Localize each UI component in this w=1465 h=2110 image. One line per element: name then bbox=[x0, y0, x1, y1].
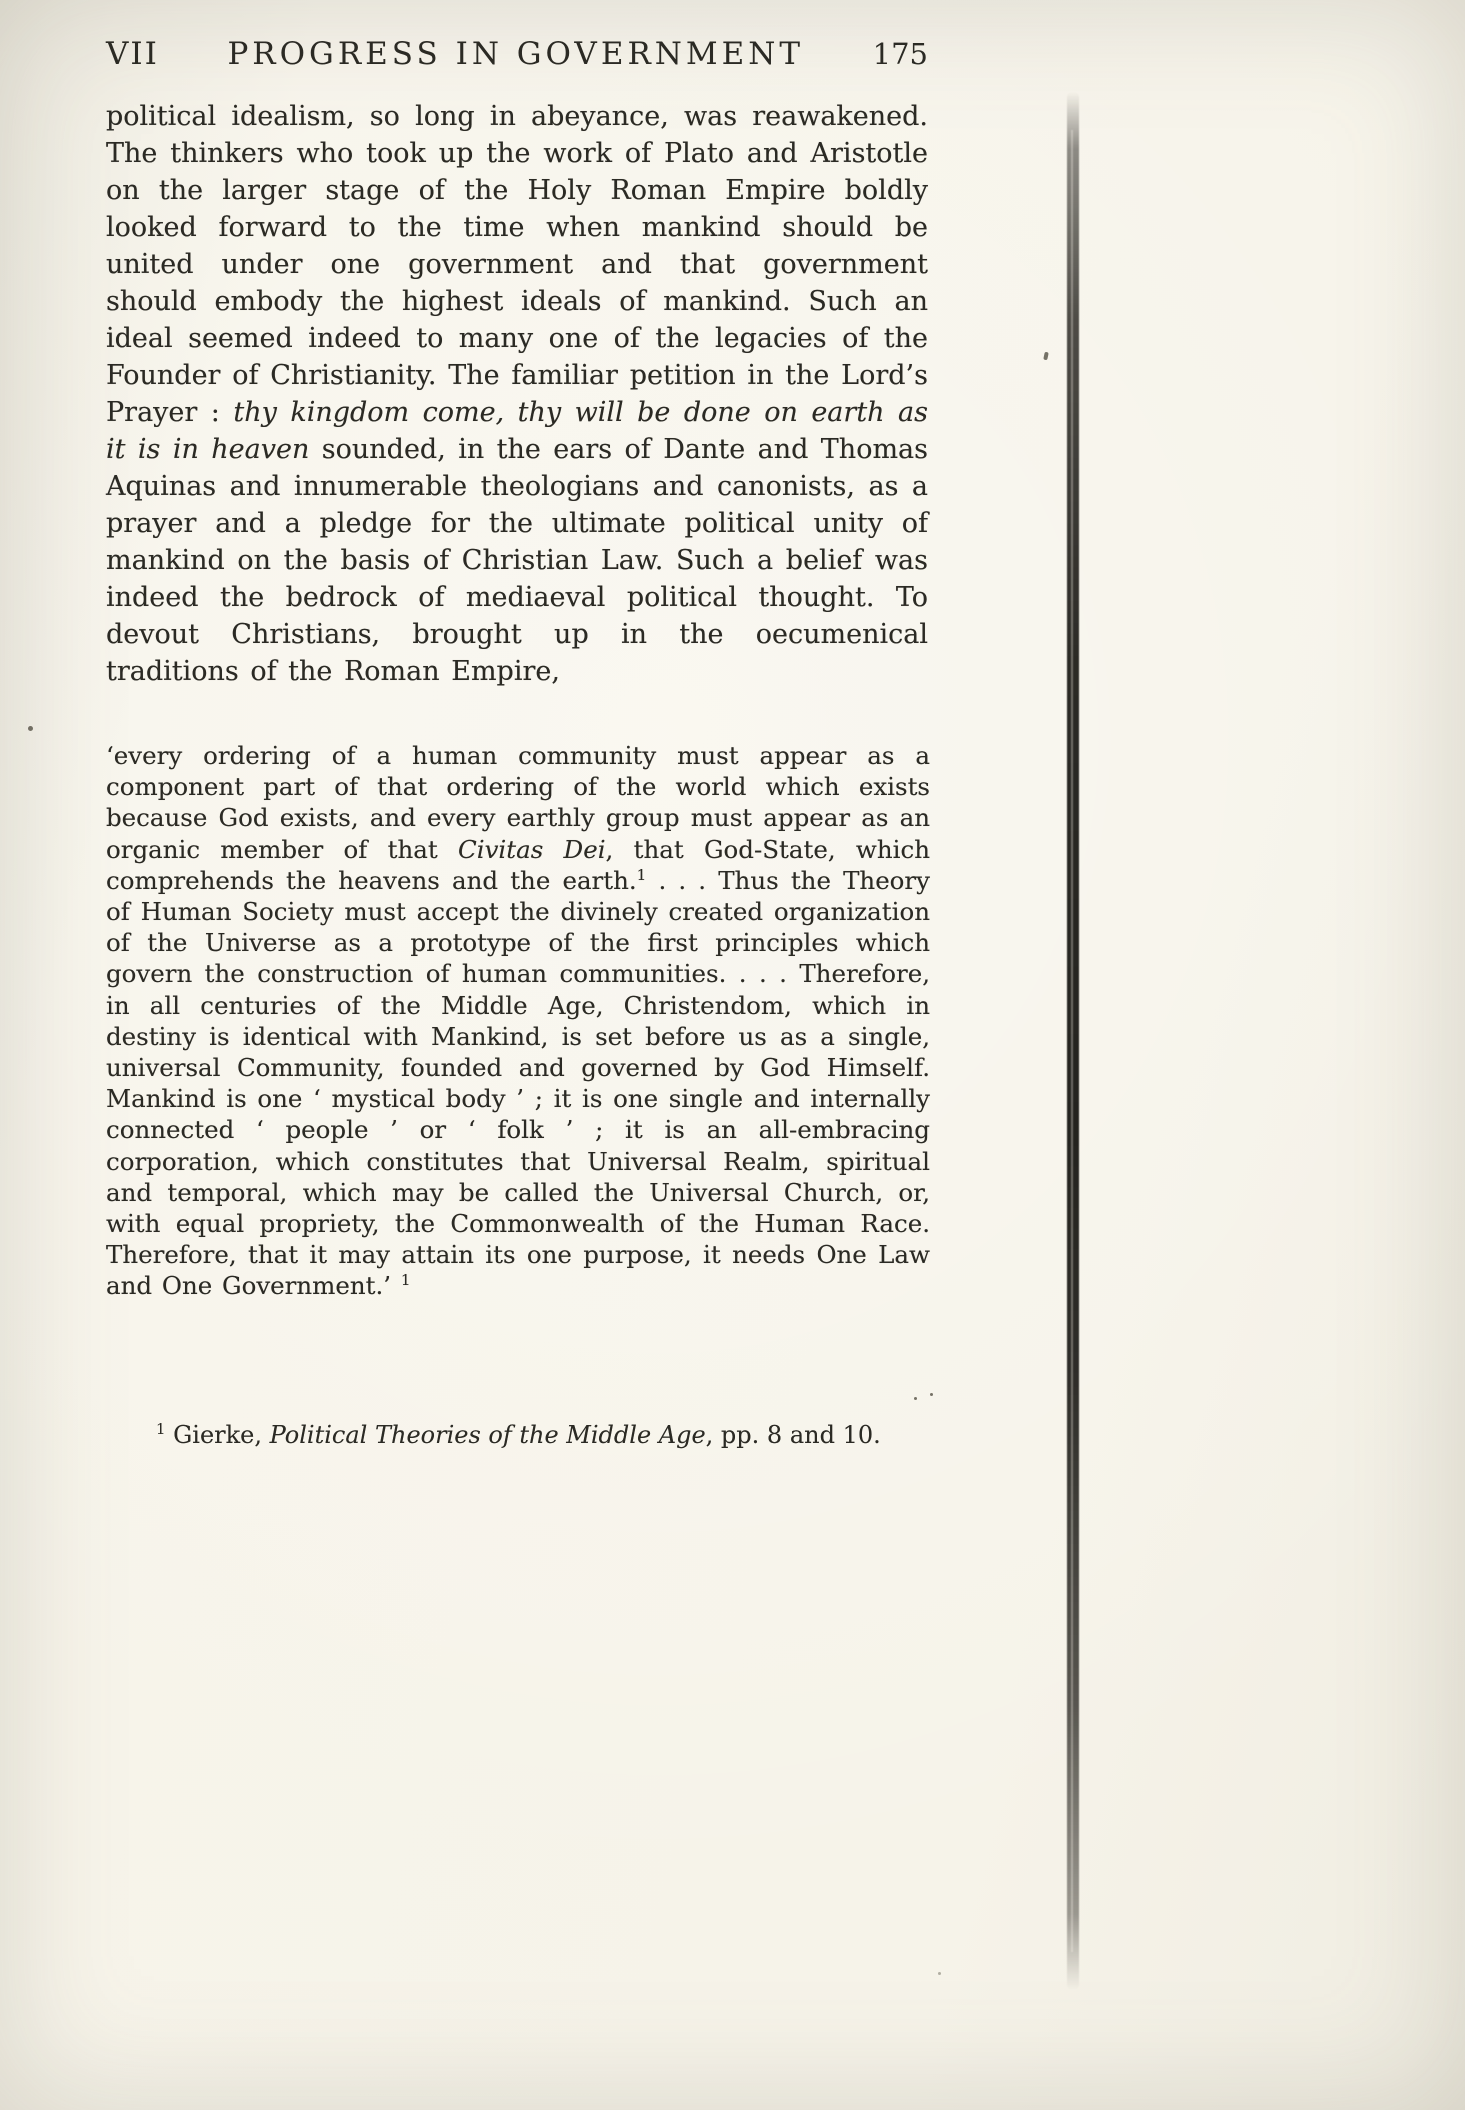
footnote bbox=[106, 1420, 928, 1450]
body-segment-italic: thy kingdom come, thy will be done on earth as it is in heaven bbox=[106, 397, 928, 465]
footnote-segment-italic: Political Theories of the Middle Age bbox=[269, 1421, 706, 1449]
page-number: 175 bbox=[872, 37, 928, 71]
body-segment: political idealism, so long in abeyance, was reawakened. The thinkers who took up the work of Plato and Aristotle on the larger stage of the Holy Roman Empire boldly looked forward to the time when mankind should be united under one government and that government should embody the highest ideals of mankind. Such an ideal seemed indeed to many one of the legacies of the Founder of Christianity. The familiar petition in the Lord’s Prayer : bbox=[106, 101, 928, 428]
scan-speck bbox=[28, 726, 33, 731]
quote-segment: ‘every ordering of a human community must appear as a component part of that ordering of the world which exists because God exists, and every earthly group must appear as an organic member of that bbox=[106, 741, 930, 864]
body-paragraph bbox=[106, 98, 928, 690]
block-quote bbox=[106, 740, 930, 1302]
footnote-reference-mark: 1 bbox=[636, 865, 647, 884]
running-title: PROGRESS IN GOVERNMENT bbox=[227, 36, 805, 72]
quote-segment-italic: Civitas Dei bbox=[457, 834, 606, 864]
scan-speck bbox=[938, 1972, 941, 1975]
chapter-numeral: VII bbox=[106, 36, 159, 72]
footnote-segment: , pp. 8 and 10. bbox=[705, 1421, 881, 1449]
footnote-segment: Gierke, bbox=[165, 1421, 270, 1449]
quote-segment: . . . Thus the Theory of Human Society must accept the divinely created organization of the Universe as a prototype of the first principles which govern the construction of human communities. . . . Therefore, in all centuries of the Middle Age, Christendom, which in destiny is identical with Mankind, is set before us as a single, universal Community, founded and governed by God Himself. Mankind is one ‘ mystical body ’ ; it is one single and internally connected ‘ people ’ or ‘ folk ’ ; it is an all-embracing corporation, which constitutes that Universal Realm, spiritual and temporal, which may be called the Universal Church, or, with equal propriety, the Commonwealth of the Human Race. Therefore, that it may attain its one purpose, it needs One Law and One Government.’ bbox=[106, 865, 930, 1301]
footnote-number: 1 bbox=[156, 1420, 166, 1438]
scan-speck bbox=[930, 1393, 933, 1396]
scan-binding-shadow bbox=[1067, 92, 1079, 1990]
body-segment: sounded, in the ears of Dante and Thomas Aquinas and innumerable theologians and canonists, as a prayer and a pledge for the ultimate political unity of mankind on the basis of Christian Law. Such a belief was indeed the bedrock of mediaeval political thought. To devout Christians, brought up in the oecumenical traditions of the Roman Empire, bbox=[106, 434, 929, 687]
footnote-reference-mark: 1 bbox=[400, 1271, 411, 1290]
scan-speck bbox=[914, 1397, 917, 1400]
quote-segment: , that God-State, which comprehends the heavens and the earth. bbox=[106, 834, 930, 895]
page-header bbox=[106, 36, 928, 72]
scan-speck bbox=[1043, 352, 1049, 361]
